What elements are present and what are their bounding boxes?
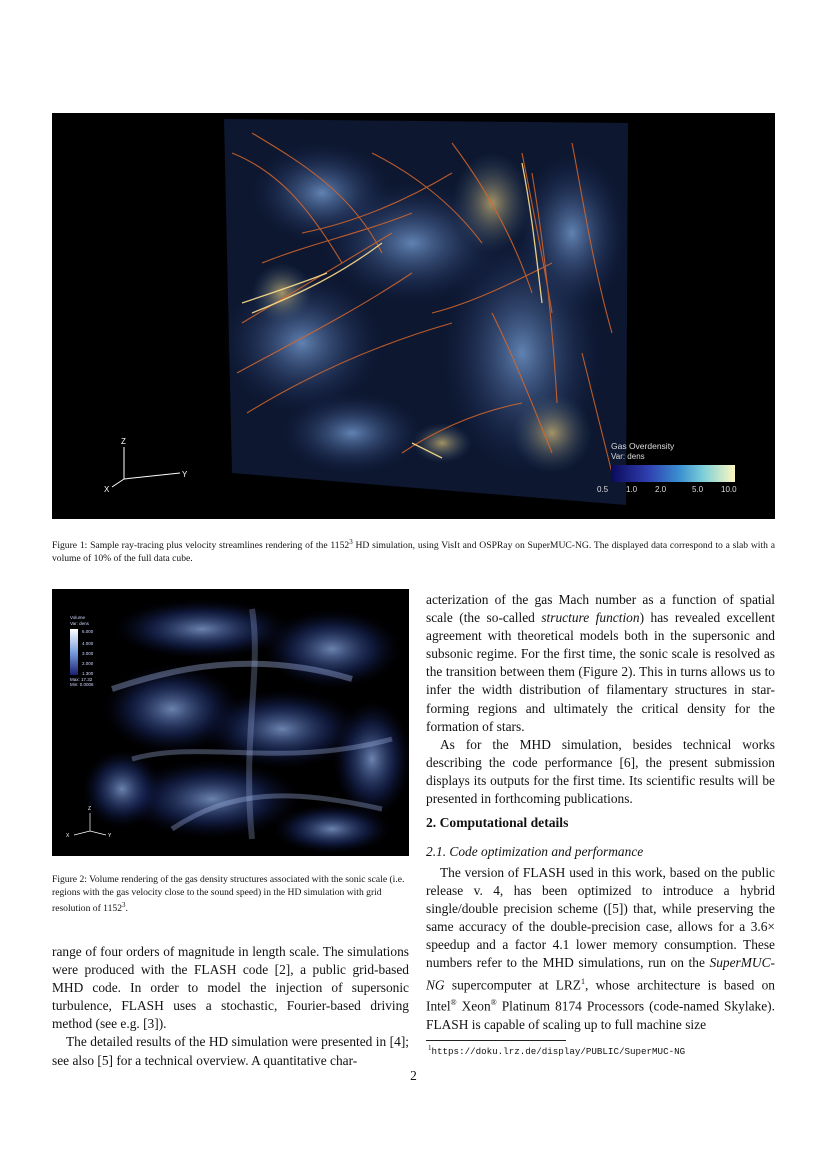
figure-2-caption: Figure 2: Volume rendering of the gas density structures associated with the sonic scale (i.e. regions with the gas velocity close to the sound speed) in the HD simulation with grid resolution of 1152$^3$.	[52, 874, 405, 915]
right-column-text-2	[426, 864, 775, 1034]
axis-label-x: X	[104, 485, 110, 494]
colorbar-tick: 2.0	[655, 485, 667, 494]
legend-tick: 1.300	[82, 671, 94, 676]
legend-tick: 2.000	[82, 661, 94, 666]
figure-2-image	[52, 589, 409, 856]
footnote-mark: 1	[581, 976, 585, 986]
page-number: 2	[410, 1068, 417, 1083]
colorbar-subtitle: Var: dens	[611, 452, 645, 461]
legend-min: Min: 0.0006	[70, 682, 94, 687]
colorbar	[611, 465, 735, 482]
axis-label-z: Z	[121, 437, 126, 446]
axis-label-x: X	[66, 833, 70, 839]
axis-label-z: Z	[88, 806, 92, 812]
colorbar-title: Gas Overdensity	[611, 441, 675, 451]
paragraph: acterization of the gas Mach number as a function of spatial scale (the so-called structure function) has revealed excellent agreement with theoretical models both in the supersonic and subsonic regime. For the first time, the sonic scale is resolved as the transition between them (Figure 2). This in turns allows us to infer the width distribution of filamentary structures in star-forming regions and ultimately the critical density for the formation of stars.	[426, 592, 775, 734]
footnote: $^1$https://doku.lrz.de/display/PUBLIC/SuperMUC-NG	[428, 1044, 686, 1058]
axis-triad	[112, 447, 180, 487]
axis-label-y: Y	[108, 833, 112, 839]
figure-1-caption: Figure 1: Sample ray-tracing plus velocity streamlines rendering of the 1152$^3$ HD simulation, using VisIt and OSPRay on SuperMUC-NG. The displayed data correspond to a slab with a volume of 10% of the full data cube.	[52, 538, 775, 565]
legend-colorbar	[70, 629, 78, 675]
density-filaments	[82, 599, 409, 854]
axis-label-y: Y	[182, 470, 188, 479]
footnote-url[interactable]: https://doku.lrz.de/display/PUBLIC/SuperMUC-NG	[431, 1046, 686, 1058]
colorbar-tick: 5.0	[692, 485, 704, 494]
colorbar-tick: 10.0	[721, 485, 737, 494]
colorbar-tick: 1.0	[626, 485, 638, 494]
subsection-heading: 2.1. Code optimization and performance	[426, 844, 644, 859]
colorbar-tick: 0.5	[597, 485, 609, 494]
legend-title: Volume	[70, 615, 86, 620]
figure-2-render	[52, 589, 409, 856]
legend-tick: 4.000	[82, 641, 94, 646]
paragraph: The detailed results of the HD simulation were presented in [4]; see also [5] for a technical overview. A quantitative char-	[52, 1034, 409, 1068]
legend-max: Max: 17.32	[70, 677, 93, 682]
paragraph: The version of FLASH used in this work, based on the public release v. 4, has been optimized to introduce a hybrid single/double precision scheme ([5]) that, while preserving the same accuracy of the double-precision case, allows for a 3.6× speedup and a factor 4.1 lower memory consumption. These numbers refer to the MHD simulations, run on the SuperMUC-NG supercomputer at LRZ$^1$, whose architecture is based on Intel® Xeon® Platinum 8174 Processors (code-named Skylake). FLASH is capable of scaling up to full machine size	[426, 865, 775, 1032]
paragraph: range of four orders of magnitude in length scale. The simulations were produced with the FLASH code [2], a public grid-based MHD code. In order to model the injection of supersonic turbulence, FLASH uses a stochastic, Fourier-based driving method (see e.g. [3]).	[52, 944, 409, 1032]
figure-1-render	[52, 113, 775, 519]
right-column-text	[426, 591, 775, 808]
footnote-rule	[426, 1040, 566, 1041]
legend-var: Var: dens	[70, 621, 89, 626]
legend-tick: 6.000	[82, 629, 94, 634]
figure-1-image	[52, 113, 775, 519]
legend-tick: 3.000	[82, 651, 94, 656]
section-heading: 2. Computational details	[426, 815, 569, 830]
left-column-text	[52, 943, 409, 1070]
paragraph: As for the MHD simulation, besides technical works describing the code performance [6], the present submission displays its outputs for the first time. Its scientific results will be presented in forthcoming publications.	[426, 736, 775, 807]
